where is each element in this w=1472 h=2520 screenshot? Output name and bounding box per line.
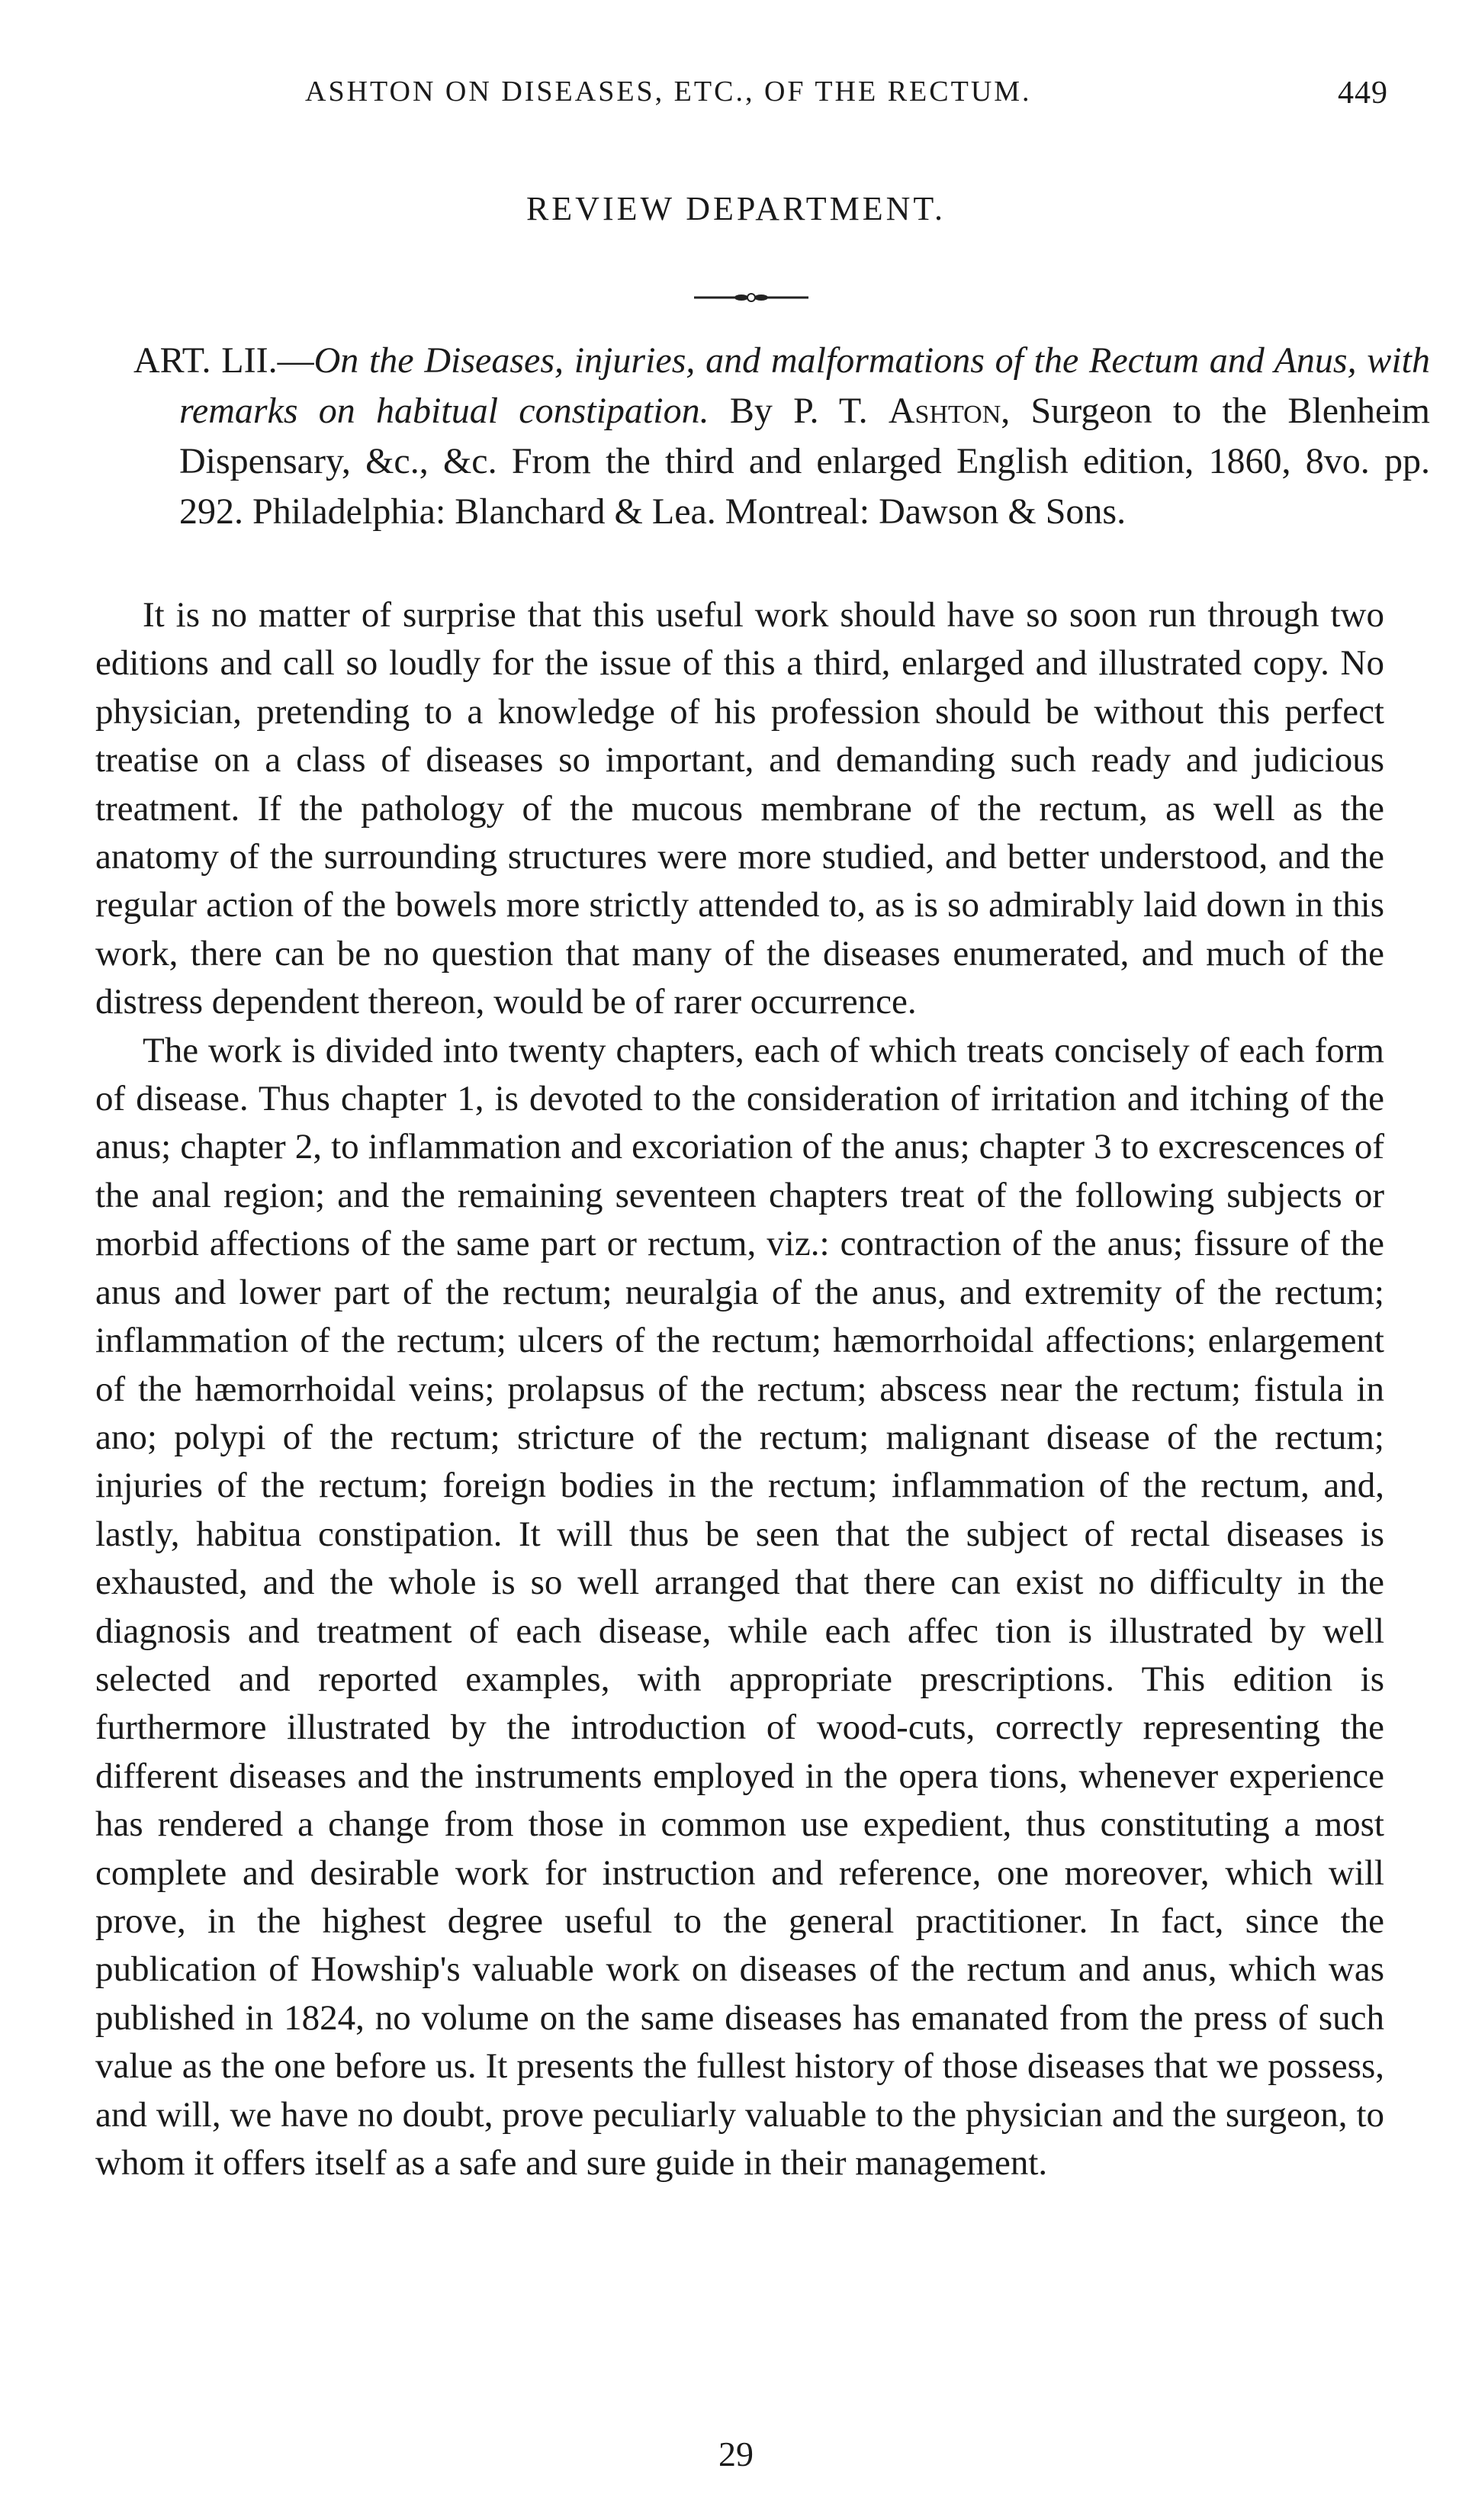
paragraph: The work is divided into twenty chapters, each of which treats concisely of each form of disease. Thus chapter 1, is devoted to the consideration of irritation and itching of the anus; chapter 2, to inflammation and excoriation of the anus; chapter 3 to excrescences of the anal region; and the remaining seventeen chapters treat of the following subjects or morbid affections of the same part or rectum, viz.: contraction of the anus; fissure of the anus and lower part of the rectum; neuralgia of the anus, and extremity of the rectum; inflammation of the rectum; ulcers of the rectum; hæmorrhoidal affections; enlargement of the hæmorrhoidal veins; prolapsus of the rectum; abscess near the rectum; fistula in ano; polypi of the rectum; stricture of the rectum; malignant disease of the rectum; injuries of the rectum; foreign bodies in the rectum; inflammation of the rectum, and, lastly, habitua constipation. It will thus be seen that the subject of rectal diseases is exhausted, and the whole is so well arranged that there can exist no difficulty in the diagnosis and treatment of each disease, while each affec tion is illustrated by well selected and reported examples, with appropriate prescriptions. This edition is furthermore illustrated by the introduction of wood-cuts, correctly representing the different diseases and the instruments employed in the opera tions, whenever experience has rendered a change from those in common use expedient, thus constituting a most complete and desirable work for instruction and reference, one moreover, which will prove, in the highest degree useful to the general practitioner. In fact, since the publication of Howship's valuable work on diseases of the rectum and anus, which was published in 1824, no volume on the same diseases has emanated from the press of such value as the one before us. It presents the fullest history of those diseases that we possess, and will, we have no doubt, prove peculiarly valuable to the physician and the surgeon, to whom it offers itself as a safe and sure guide in their management. [95,1030,1384,2183]
article-title: On the Diseases, injuries, and malformations of the Rectum and Anus, with remarks on habitual constipation. [179,340,1430,431]
article-heading [133,336,1430,537]
review-body [95,591,1384,2187]
running-head [305,75,1388,121]
running-title: ASHTON ON DISEASES, ETC., OF THE RECTUM. [305,76,1032,108]
page-number: 449 [1338,76,1388,111]
signature-mark: 29 [718,2435,754,2473]
article-by: By P. T. [709,391,889,431]
article-details: , Surgeon to the Blenheim Dispensary, &c., &c. From the third and enlarged English edition, 1860, 8vo. pp. 292. Philadelphia: Blanchard & Lea. Montreal: Dawson & Sons. [179,391,1430,532]
article-author: Ashton [888,391,1001,431]
paragraph: It is no matter of surprise that this useful work should have so soon run through two editions and call so loudly for the issue of this a third, enlarged and illustrated copy. No physician, pretending to a knowledge of his profession should be without this perfect treatise on a class of diseases so important, and demanding such ready and judicious treatment. If the pathology of the mucous membrane of the rectum, as well as the anatomy of the surrounding structures were more studied, and better understood, and the regular action of the bowels more strictly attended to, as is so admirably laid down in this work, there can be no question that many of the diseases enumerated, and much of the distress dependent thereon, would be of rarer occurrence. [95,595,1384,1022]
section-title: REVIEW DEPARTMENT. [525,190,947,227]
ornament-divider-icon [694,293,808,302]
article-label: ART. LII.— [133,340,314,381]
